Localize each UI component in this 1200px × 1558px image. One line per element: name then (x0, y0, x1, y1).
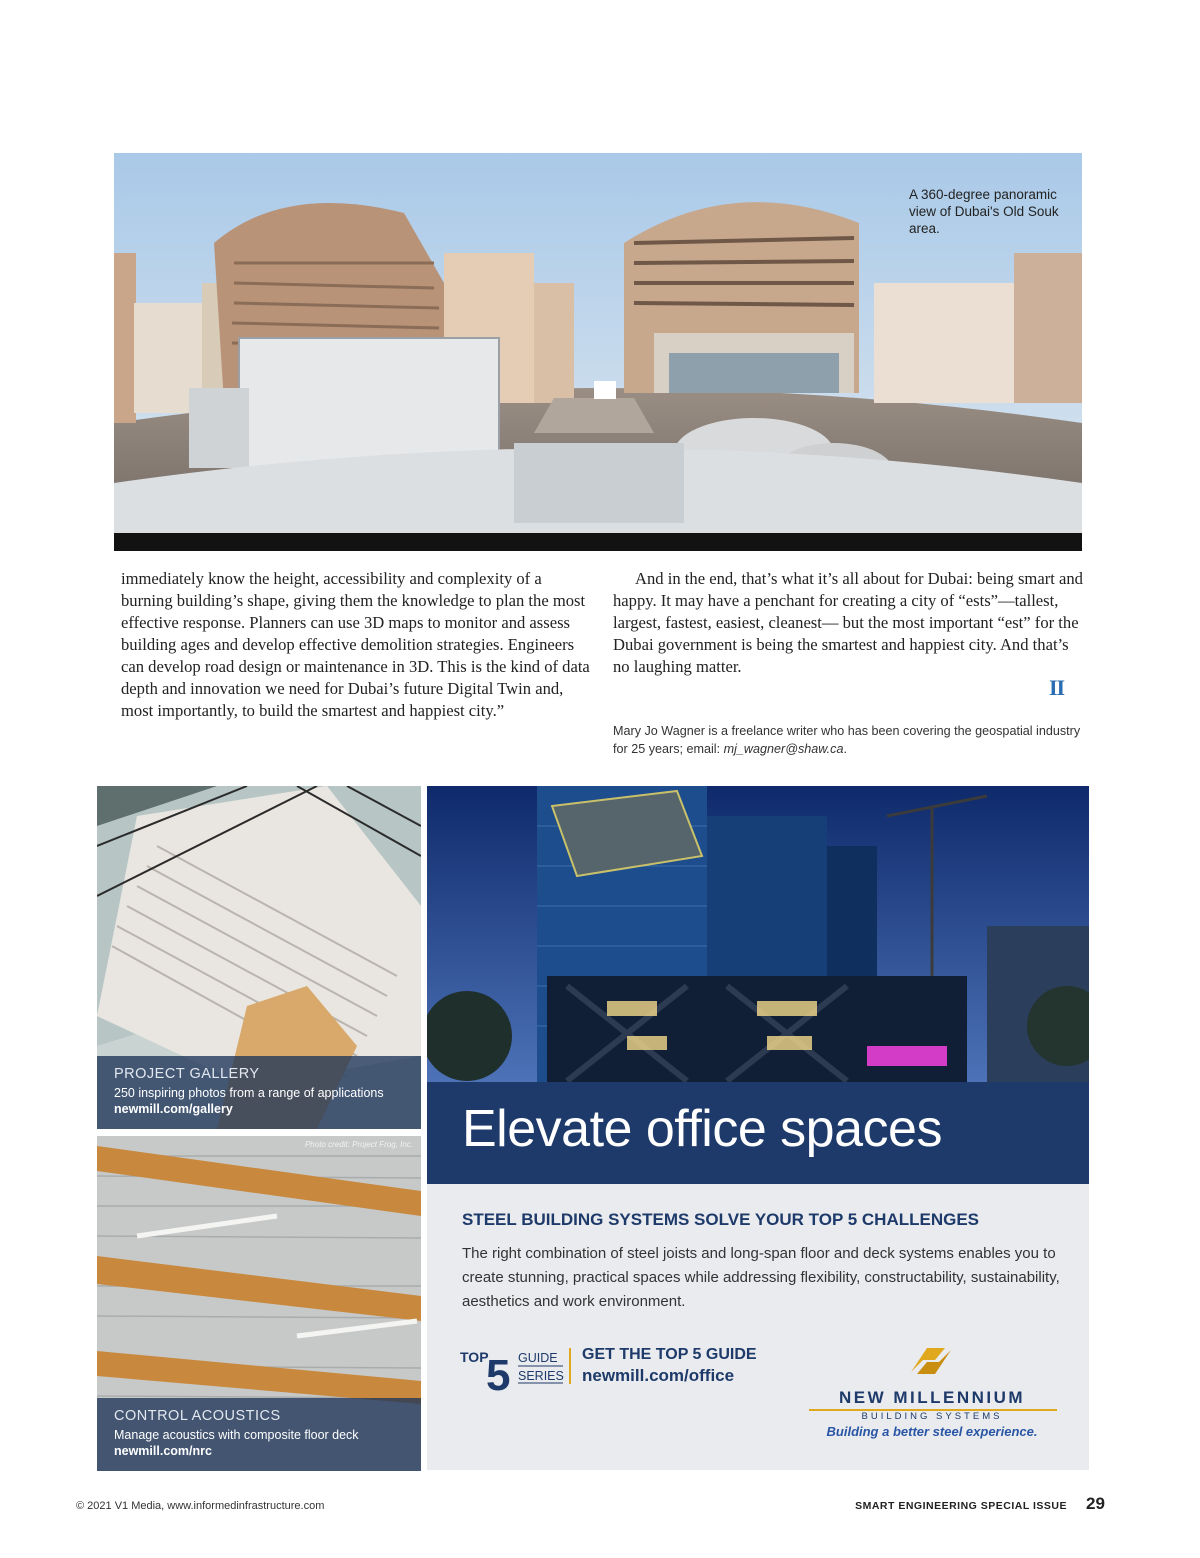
top5-logo-five: 5 (486, 1351, 511, 1394)
project-gallery-title: PROJECT GALLERY (114, 1066, 260, 1082)
author-bio-text: Mary Jo Wagner is a freelance writer who has been covering the geospatial industry for 25 years; email: (613, 724, 1081, 756)
panorama-caption: A 360-degree panoramic view of Dubai's Old Souk area. (909, 187, 1059, 236)
control-acoustics-link[interactable]: newmill.com/nrc (114, 1444, 212, 1458)
footer-copyright: © 2021 V1 Media, www.informedinfrastructure.com (76, 1500, 325, 1512)
top5-logo-top: TOP (460, 1349, 489, 1365)
article-end-mark: II (1049, 675, 1065, 700)
article-right-column (613, 568, 1083, 678)
top5-guide-logo (460, 1346, 565, 1394)
control-acoustics-panel[interactable] (97, 1136, 421, 1471)
article-left-column: immediately know the height, accessibility and complexity of a burning building’s shape, giving them the knowledge to plan the most effective response. Planners can use 3D maps to monitor and assess building ages and develop effective demolition strategies. Engineers can develop road design or maintenance in 3D. This is the kind of data depth and innovation we need for Dubai’s future Digital Twin and, most importantly, to build the smartest and happiest city.” (121, 569, 590, 720)
panorama-photo (114, 153, 1082, 551)
brand-tagline: Building a better steel experience. (826, 1424, 1038, 1439)
control-acoustics-title: CONTROL ACOUSTICS (114, 1408, 281, 1424)
new-millennium-ad (427, 786, 1089, 1470)
project-gallery-desc: 250 inspiring photos from a range of applications (114, 1086, 384, 1100)
author-bio-end: . (843, 742, 847, 756)
control-acoustics-desc: Manage acoustics with composite floor deck (114, 1428, 359, 1442)
footer-issue-title: SMART ENGINEERING SPECIAL ISSUE (855, 1500, 1067, 1512)
brand-name: NEW MILLENNIUM (838, 1388, 1026, 1407)
cta-divider (569, 1348, 571, 1384)
ad-subheadline: STEEL BUILDING SYSTEMS SOLVE YOUR TOP 5 CHALLENGES (462, 1210, 980, 1229)
photo-credit: Photo credit: Project Frog, Inc. (304, 1140, 413, 1149)
ad-body-text: The right combination of steel joists and long-span floor and deck systems enables you to create stunning, practical spaces while addressing flexibility, constructability, sustainability, aesthetics and work environment. (462, 1245, 1060, 1310)
brand-subtitle: BUILDING SYSTEMS (861, 1411, 1003, 1422)
office-tower-photo (427, 786, 1089, 1086)
ad-headline: Elevate office spaces (462, 1100, 942, 1158)
project-gallery-link[interactable]: newmill.com/gallery (114, 1102, 233, 1116)
cta-link[interactable]: newmill.com/office (582, 1366, 735, 1385)
article-closing-paragraph: And in the end, that’s what it’s all about for Dubai: being smart and happy. It may have a penchant for creating a city of “ests”––tallest, largest, fastest, easiest, cleanest— but the most important “est” for the Dubai government is being the smartest and happiest city. And that’s no laughing matter. (613, 569, 1083, 676)
new-millennium-logo-icon (905, 1342, 957, 1380)
project-gallery-panel[interactable] (97, 786, 421, 1129)
top5-logo-series: SERIES (518, 1369, 564, 1383)
cta-label: GET THE TOP 5 GUIDE (582, 1346, 757, 1363)
author-email[interactable]: mj_wagner@shaw.ca (723, 742, 844, 756)
top5-logo-guide: GUIDE (518, 1351, 558, 1365)
control-acoustics-overlay (97, 1398, 421, 1471)
page-number: 29 (1086, 1494, 1105, 1513)
author-bio (613, 722, 1083, 758)
project-gallery-overlay (97, 1056, 421, 1129)
